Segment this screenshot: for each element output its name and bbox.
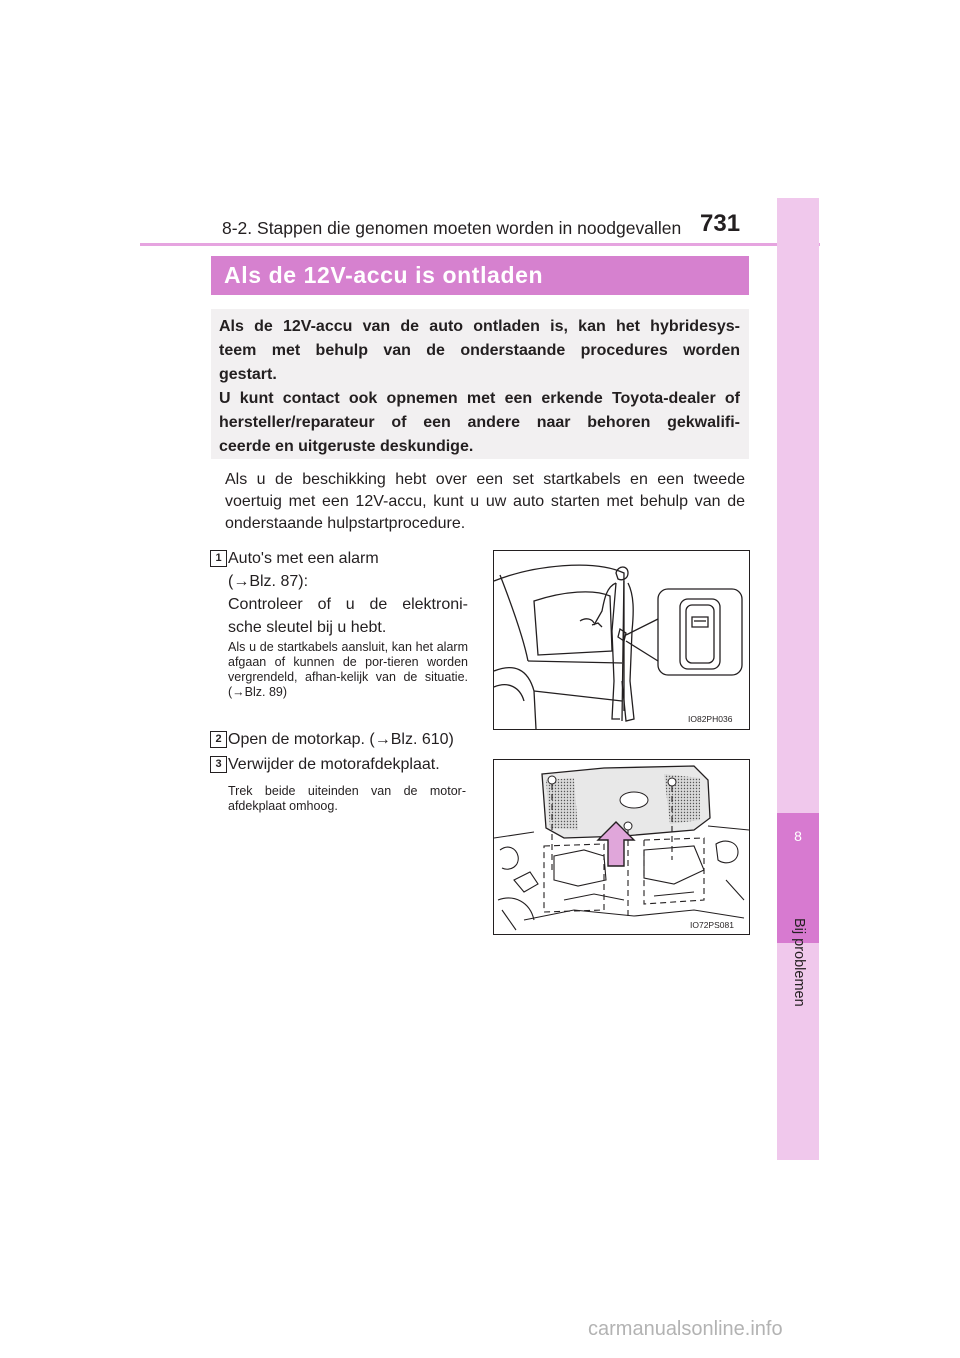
step-number-1: 1: [210, 550, 227, 567]
step-number-3: 3: [210, 756, 227, 773]
chapter-number: 8: [794, 828, 802, 844]
intro-text: Als de 12V-accu van de auto ontladen is, kan het hybridesys- teem met behulp van de onderstaande procedures worden gestart. U kunt contact ook opnemen met een erkende Toyota-dealer of hersteller/reparateur of een andere naar behoren gekwalifi- ceerde en uitgeruste deskundige.: [219, 318, 740, 455]
chapter-label: Bij problemen: [791, 918, 807, 1007]
header-rule: [140, 243, 820, 246]
page-title: Als de 12V-accu is ontladen: [224, 262, 544, 288]
figure-1-code: IO82PH036: [688, 714, 733, 724]
lead-paragraph: Als u de beschikking hebt over een set startkabels en een tweede voertuig met een 12V-accu, kunt u uw auto starten met behulp van de onderstaande hulpstartprocedure.: [225, 471, 745, 532]
step-3-text: Verwijder de motorafdekplaat.: [228, 756, 440, 773]
engine-cover-illustration: [494, 760, 749, 934]
car-door-key-illustration: [494, 551, 749, 729]
step-1-note: Als u de startkabels aansluit, kan het alarm afgaan of kunnen de por-tieren worden vergrendeld, afhan-kelijk van de situatie. (→Blz. 89): [228, 640, 468, 699]
figure-car-door-key: [493, 550, 750, 730]
figure-2-code: IO72PS081: [690, 920, 734, 930]
step-3-note: Trek beide uiteinden van de motor-afdekplaat omhoog.: [228, 784, 466, 813]
step-number-2: 2: [210, 731, 227, 748]
watermark: carmanualsonline.info: [588, 1318, 783, 1340]
step-1-text: Auto's met een alarm (→Blz. 87): Controleer of u de elektroni- sche sleutel bij u hebt.: [228, 550, 468, 636]
step-2-text: Open de motorkap. (→Blz. 610): [228, 731, 454, 748]
figure-engine-cover: [493, 759, 750, 935]
page-number: 731: [700, 210, 741, 237]
section-header: 8-2. Stappen die genomen moeten worden in noodgevallen: [222, 218, 682, 238]
